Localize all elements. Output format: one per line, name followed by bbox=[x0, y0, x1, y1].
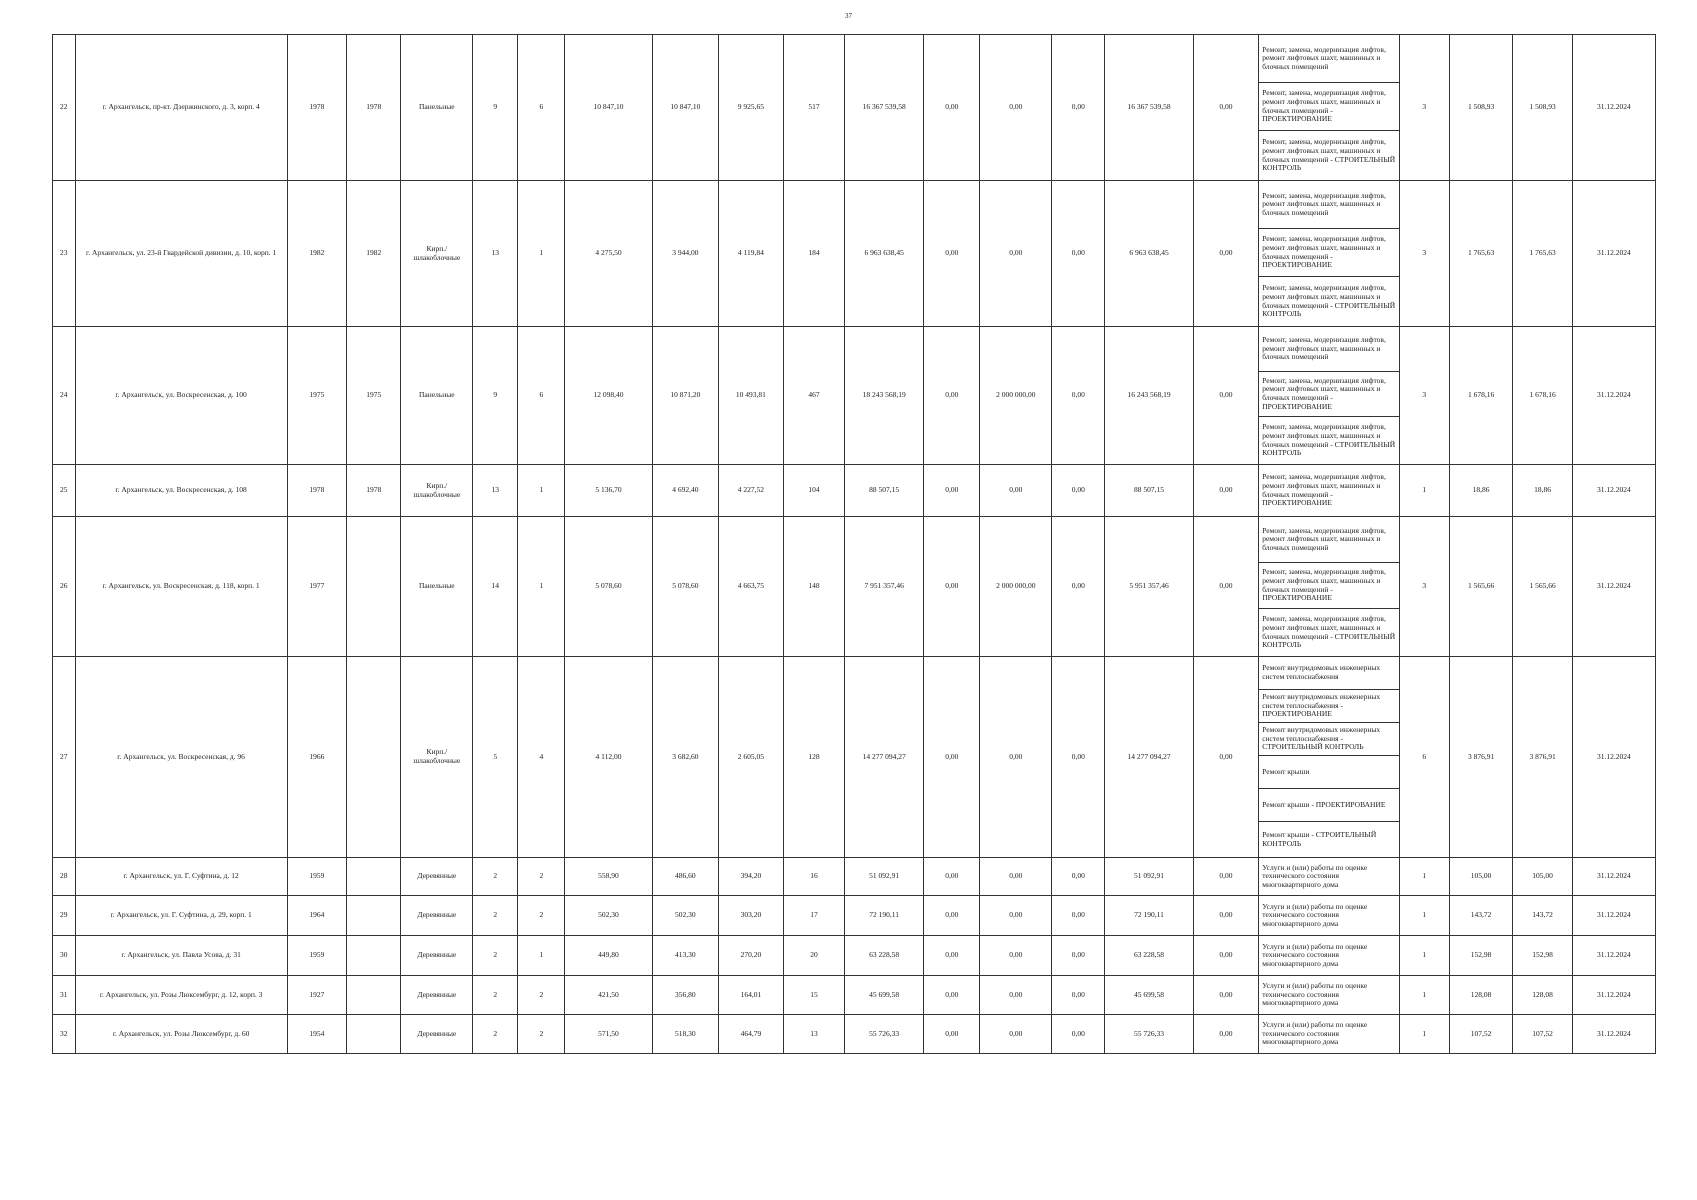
work-item: Ремонт крыши - СТРОИТЕЛЬНЫЙ КОНТРОЛЬ bbox=[1262, 829, 1377, 848]
wall-material-cell: Деревянные bbox=[401, 1015, 473, 1054]
row-number: 27 bbox=[53, 657, 76, 858]
year-commissioned-cell: 1978 bbox=[347, 35, 401, 181]
deadline-cell: 31.12.2024 bbox=[1572, 465, 1655, 517]
deadline-cell: 31.12.2024 bbox=[1572, 858, 1655, 896]
works-cell bbox=[1259, 181, 1399, 327]
work-item: Ремонт, замена, модернизация лифтов, ремонт лифтовых шахт, машинных и блочных помещений - ПРОЕКТИРОВАНИЕ bbox=[1259, 563, 1398, 609]
works-cell bbox=[1259, 35, 1399, 181]
fund-other-cell: 0,00 bbox=[1193, 858, 1259, 896]
year-built-cell: 1975 bbox=[287, 327, 346, 465]
table-row bbox=[53, 896, 1656, 936]
floors-cell: 13 bbox=[473, 465, 518, 517]
residents-cell: 184 bbox=[783, 181, 844, 327]
fund-other-cell: 0,00 bbox=[1193, 35, 1259, 181]
total-area-cell: 502,30 bbox=[565, 896, 652, 936]
residents-cell: 20 bbox=[783, 936, 844, 976]
deadline-cell: 31.12.2024 bbox=[1572, 327, 1655, 465]
year-commissioned-cell: 1982 bbox=[347, 181, 401, 327]
residential-area-cell: 303,20 bbox=[719, 896, 784, 936]
works-count-cell: 3 bbox=[1399, 327, 1449, 465]
address-cell: г. Архангельск, ул. Воскресенская, д. 108 bbox=[75, 465, 287, 517]
total-area-cell: 5 078,60 bbox=[565, 517, 652, 657]
work-item: Ремонт крыши bbox=[1259, 756, 1398, 789]
fund-federal-cell: 0,00 bbox=[924, 657, 980, 858]
wall-material-cell: Панельные bbox=[401, 517, 473, 657]
year-commissioned-cell bbox=[347, 858, 401, 896]
entrances-cell: 6 bbox=[518, 35, 565, 181]
work-item: Ремонт, замена, модернизация лифтов, ремонт лифтовых шахт, машинных и блочных помещений - СТРОИТЕЛЬНЫЙ КОНТРОЛЬ bbox=[1262, 422, 1396, 458]
floors-cell: 13 bbox=[473, 181, 518, 327]
cost-total-cell: 88 507,15 bbox=[845, 465, 924, 517]
year-built-cell: 1982 bbox=[287, 181, 346, 327]
fund-owners-cell: 51 092,91 bbox=[1105, 858, 1193, 896]
unit-cost-cell: 1 678,16 bbox=[1449, 327, 1513, 465]
work-item: Ремонт, замена, модернизация лифтов, ремонт лифтовых шахт, машинных и блочных помещений bbox=[1259, 327, 1398, 372]
year-built-cell: 1964 bbox=[287, 896, 346, 936]
deadline-cell: 31.12.2024 bbox=[1572, 181, 1655, 327]
address-cell: г. Архангельск, ул. Воскресенская, д. 100 bbox=[75, 327, 287, 465]
row-number: 25 bbox=[53, 465, 76, 517]
year-built-cell: 1959 bbox=[287, 858, 346, 896]
page-number: 37 bbox=[845, 12, 852, 20]
year-built-cell: 1959 bbox=[287, 936, 346, 976]
fund-region-cell: 0,00 bbox=[980, 181, 1052, 327]
year-commissioned-cell bbox=[347, 976, 401, 1015]
fund-local-cell: 0,00 bbox=[1052, 517, 1105, 657]
work-item: Ремонт, замена, модернизация лифтов, ремонт лифтовых шахт, машинных и блочных помещений bbox=[1259, 517, 1398, 563]
row-number: 22 bbox=[53, 35, 76, 181]
fund-owners-cell: 5 951 357,46 bbox=[1105, 517, 1193, 657]
entrances-cell: 2 bbox=[518, 858, 565, 896]
fund-region-cell: 0,00 bbox=[980, 35, 1052, 181]
table-row bbox=[53, 936, 1656, 976]
address-cell: г. Архангельск, пр-кт. Дзержинского, д. 3, корп. 4 bbox=[75, 35, 287, 181]
unit-cost-max-cell: 18,86 bbox=[1513, 465, 1572, 517]
deadline-cell: 31.12.2024 bbox=[1572, 517, 1655, 657]
work-item: Услуги и (или) работы по оценке технического состояния многоквартирного дома bbox=[1262, 1020, 1368, 1047]
work-item: Услуги и (или) работы по оценке технического состояния многоквартирного дома bbox=[1262, 941, 1368, 968]
unit-cost-cell: 152,98 bbox=[1449, 936, 1513, 976]
works-cell bbox=[1259, 896, 1399, 936]
deadline-cell: 31.12.2024 bbox=[1572, 936, 1655, 976]
wall-material-cell: Кирп./ шлакоблочные bbox=[401, 181, 473, 327]
table-row bbox=[53, 1015, 1656, 1054]
wall-material-cell: Деревянные bbox=[401, 896, 473, 936]
work-item: Ремонт, замена, модернизация лифтов, ремонт лифтовых шахт, машинных и блочных помещений - СТРОИТЕЛЬНЫЙ КОНТРОЛЬ bbox=[1262, 614, 1396, 650]
capital-repair-table bbox=[52, 34, 1656, 1054]
row-number: 30 bbox=[53, 936, 76, 976]
work-item: Ремонт, замена, модернизация лифтов, ремонт лифтовых шахт, машинных и блочных помещений - ПРОЕКТИРОВАНИЕ bbox=[1259, 83, 1398, 131]
residential-area-cell: 4 119,84 bbox=[719, 181, 784, 327]
fund-region-cell: 0,00 bbox=[980, 858, 1052, 896]
fund-region-cell: 2 000 000,00 bbox=[980, 327, 1052, 465]
fund-federal-cell: 0,00 bbox=[924, 1015, 980, 1054]
fund-local-cell: 0,00 bbox=[1052, 657, 1105, 858]
fund-local-cell: 0,00 bbox=[1052, 858, 1105, 896]
entrances-cell: 6 bbox=[518, 327, 565, 465]
fund-region-cell: 0,00 bbox=[980, 1015, 1052, 1054]
deadline-cell: 31.12.2024 bbox=[1572, 976, 1655, 1015]
year-commissioned-cell bbox=[347, 936, 401, 976]
works-cell bbox=[1259, 976, 1399, 1015]
entrances-cell: 2 bbox=[518, 896, 565, 936]
residents-cell: 148 bbox=[783, 517, 844, 657]
premises-area-cell: 356,80 bbox=[652, 976, 719, 1015]
fund-local-cell: 0,00 bbox=[1052, 181, 1105, 327]
address-cell: г. Архангельск, ул. Г. Суфтина, д. 29, корп. 1 bbox=[75, 896, 287, 936]
works-count-cell: 3 bbox=[1399, 181, 1449, 327]
works-cell bbox=[1259, 657, 1399, 858]
fund-federal-cell: 0,00 bbox=[924, 858, 980, 896]
fund-owners-cell: 55 726,33 bbox=[1105, 1015, 1193, 1054]
works-count-cell: 1 bbox=[1399, 896, 1449, 936]
fund-other-cell: 0,00 bbox=[1193, 465, 1259, 517]
entrances-cell: 1 bbox=[518, 517, 565, 657]
fund-other-cell: 0,00 bbox=[1193, 1015, 1259, 1054]
unit-cost-cell: 18,86 bbox=[1449, 465, 1513, 517]
row-number: 28 bbox=[53, 858, 76, 896]
address-cell: г. Архангельск, ул. Воскресенская, д. 118, корп. 1 bbox=[75, 517, 287, 657]
row-number: 29 bbox=[53, 896, 76, 936]
year-commissioned-cell: 1978 bbox=[347, 465, 401, 517]
premises-area-cell: 4 692,40 bbox=[652, 465, 719, 517]
fund-other-cell: 0,00 bbox=[1193, 181, 1259, 327]
unit-cost-cell: 1 508,93 bbox=[1449, 35, 1513, 181]
cost-total-cell: 55 726,33 bbox=[845, 1015, 924, 1054]
table-row bbox=[53, 517, 1656, 657]
total-area-cell: 558,90 bbox=[565, 858, 652, 896]
work-item: Услуги и (или) работы по оценке технического состояния многоквартирного дома bbox=[1262, 901, 1368, 928]
fund-region-cell: 0,00 bbox=[980, 936, 1052, 976]
year-built-cell: 1978 bbox=[287, 465, 346, 517]
unit-cost-max-cell: 128,08 bbox=[1513, 976, 1572, 1015]
premises-area-cell: 5 078,60 bbox=[652, 517, 719, 657]
residential-area-cell: 394,20 bbox=[719, 858, 784, 896]
premises-area-cell: 3 944,00 bbox=[652, 181, 719, 327]
table-row bbox=[53, 858, 1656, 896]
fund-federal-cell: 0,00 bbox=[924, 896, 980, 936]
works-cell bbox=[1259, 936, 1399, 976]
works-cell bbox=[1259, 465, 1399, 517]
year-built-cell: 1954 bbox=[287, 1015, 346, 1054]
address-cell: г. Архангельск, ул. Розы Люксембург, д. 60 bbox=[75, 1015, 287, 1054]
fund-local-cell: 0,00 bbox=[1052, 1015, 1105, 1054]
row-number: 31 bbox=[53, 976, 76, 1015]
floors-cell: 2 bbox=[473, 936, 518, 976]
total-area-cell: 449,80 bbox=[565, 936, 652, 976]
fund-owners-cell: 16 367 539,58 bbox=[1105, 35, 1193, 181]
year-commissioned-cell bbox=[347, 517, 401, 657]
cost-total-cell: 18 243 568,19 bbox=[845, 327, 924, 465]
unit-cost-cell: 1 565,66 bbox=[1449, 517, 1513, 657]
address-cell: г. Архангельск, ул. Воскресенская, д. 96 bbox=[75, 657, 287, 858]
unit-cost-max-cell: 105,00 bbox=[1513, 858, 1572, 896]
work-item: Ремонт, замена, модернизация лифтов, ремонт лифтовых шахт, машинных и блочных помещений - СТРОИТЕЛЬНЫЙ КОНТРОЛЬ bbox=[1262, 137, 1396, 173]
fund-region-cell: 0,00 bbox=[980, 465, 1052, 517]
residential-area-cell: 9 925,65 bbox=[719, 35, 784, 181]
row-number: 26 bbox=[53, 517, 76, 657]
floors-cell: 2 bbox=[473, 1015, 518, 1054]
work-item: Ремонт внутридомовых инженерных систем теплоснабжения bbox=[1259, 657, 1398, 690]
works-count-cell: 1 bbox=[1399, 465, 1449, 517]
floors-cell: 2 bbox=[473, 858, 518, 896]
year-built-cell: 1966 bbox=[287, 657, 346, 858]
total-area-cell: 571,50 bbox=[565, 1015, 652, 1054]
fund-owners-cell: 72 190,11 bbox=[1105, 896, 1193, 936]
residents-cell: 17 bbox=[783, 896, 844, 936]
fund-federal-cell: 0,00 bbox=[924, 35, 980, 181]
works-cell bbox=[1259, 1015, 1399, 1054]
deadline-cell: 31.12.2024 bbox=[1572, 1015, 1655, 1054]
fund-owners-cell: 45 699,58 bbox=[1105, 976, 1193, 1015]
entrances-cell: 2 bbox=[518, 1015, 565, 1054]
premises-area-cell: 10 847,10 bbox=[652, 35, 719, 181]
unit-cost-cell: 1 765,63 bbox=[1449, 181, 1513, 327]
year-built-cell: 1978 bbox=[287, 35, 346, 181]
total-area-cell: 421,50 bbox=[565, 976, 652, 1015]
wall-material-cell: Деревянные bbox=[401, 976, 473, 1015]
works-cell bbox=[1259, 858, 1399, 896]
fund-federal-cell: 0,00 bbox=[924, 976, 980, 1015]
entrances-cell: 1 bbox=[518, 181, 565, 327]
cost-total-cell: 16 367 539,58 bbox=[845, 35, 924, 181]
premises-area-cell: 10 871,20 bbox=[652, 327, 719, 465]
total-area-cell: 5 136,70 bbox=[565, 465, 652, 517]
work-item: Ремонт, замена, модернизация лифтов, ремонт лифтовых шахт, машинных и блочных помещений bbox=[1259, 181, 1398, 229]
fund-owners-cell: 88 507,15 bbox=[1105, 465, 1193, 517]
fund-federal-cell: 0,00 bbox=[924, 181, 980, 327]
works-cell bbox=[1259, 517, 1399, 657]
unit-cost-cell: 105,00 bbox=[1449, 858, 1513, 896]
entrances-cell: 1 bbox=[518, 936, 565, 976]
fund-local-cell: 0,00 bbox=[1052, 936, 1105, 976]
residents-cell: 104 bbox=[783, 465, 844, 517]
residential-area-cell: 270,20 bbox=[719, 936, 784, 976]
total-area-cell: 10 847,10 bbox=[565, 35, 652, 181]
works-count-cell: 1 bbox=[1399, 858, 1449, 896]
unit-cost-max-cell: 3 876,91 bbox=[1513, 657, 1572, 858]
table-row bbox=[53, 35, 1656, 181]
total-area-cell: 12 098,40 bbox=[565, 327, 652, 465]
residential-area-cell: 4 227,52 bbox=[719, 465, 784, 517]
deadline-cell: 31.12.2024 bbox=[1572, 657, 1655, 858]
wall-material-cell: Деревянные bbox=[401, 858, 473, 896]
work-item: Ремонт, замена, модернизация лифтов, ремонт лифтовых шахт, машинных и блочных помещений - ПРОЕКТИРОВАНИЕ bbox=[1262, 472, 1386, 508]
total-area-cell: 4 112,00 bbox=[565, 657, 652, 858]
premises-area-cell: 518,30 bbox=[652, 1015, 719, 1054]
cost-total-cell: 45 699,58 bbox=[845, 976, 924, 1015]
residential-area-cell: 4 663,75 bbox=[719, 517, 784, 657]
year-commissioned-cell: 1975 bbox=[347, 327, 401, 465]
work-item: Ремонт, замена, модернизация лифтов, ремонт лифтовых шахт, машинных и блочных помещений bbox=[1259, 35, 1398, 83]
deadline-cell: 31.12.2024 bbox=[1572, 896, 1655, 936]
work-item: Ремонт внутридомовых инженерных систем теплоснабжения - СТРОИТЕЛЬНЫЙ КОНТРОЛЬ bbox=[1259, 723, 1398, 756]
work-item: Ремонт внутридомовых инженерных систем теплоснабжения - ПРОЕКТИРОВАНИЕ bbox=[1259, 690, 1398, 723]
works-count-cell: 1 bbox=[1399, 976, 1449, 1015]
fund-owners-cell: 16 243 568,19 bbox=[1105, 327, 1193, 465]
row-number: 24 bbox=[53, 327, 76, 465]
fund-federal-cell: 0,00 bbox=[924, 936, 980, 976]
fund-other-cell: 0,00 bbox=[1193, 657, 1259, 858]
fund-local-cell: 0,00 bbox=[1052, 976, 1105, 1015]
floors-cell: 5 bbox=[473, 657, 518, 858]
floors-cell: 9 bbox=[473, 327, 518, 465]
residents-cell: 16 bbox=[783, 858, 844, 896]
work-item: Ремонт, замена, модернизация лифтов, ремонт лифтовых шахт, машинных и блочных помещений - ПРОЕКТИРОВАНИЕ bbox=[1259, 229, 1398, 277]
unit-cost-max-cell: 1 765,63 bbox=[1513, 181, 1572, 327]
unit-cost-cell: 107,52 bbox=[1449, 1015, 1513, 1054]
fund-local-cell: 0,00 bbox=[1052, 465, 1105, 517]
year-commissioned-cell bbox=[347, 657, 401, 858]
fund-local-cell: 0,00 bbox=[1052, 896, 1105, 936]
row-number: 32 bbox=[53, 1015, 76, 1054]
work-item: Ремонт, замена, модернизация лифтов, ремонт лифтовых шахт, машинных и блочных помещений - СТРОИТЕЛЬНЫЙ КОНТРОЛЬ bbox=[1262, 283, 1396, 319]
entrances-cell: 4 bbox=[518, 657, 565, 858]
table-row bbox=[53, 465, 1656, 517]
fund-region-cell: 2 000 000,00 bbox=[980, 517, 1052, 657]
works-count-cell: 1 bbox=[1399, 1015, 1449, 1054]
premises-area-cell: 3 682,60 bbox=[652, 657, 719, 858]
residential-area-cell: 164,01 bbox=[719, 976, 784, 1015]
total-area-cell: 4 275,50 bbox=[565, 181, 652, 327]
address-cell: г. Архангельск, ул. Г. Суфтина, д. 12 bbox=[75, 858, 287, 896]
fund-other-cell: 0,00 bbox=[1193, 976, 1259, 1015]
works-count-cell: 6 bbox=[1399, 657, 1449, 858]
cost-total-cell: 72 190,11 bbox=[845, 896, 924, 936]
row-number: 23 bbox=[53, 181, 76, 327]
premises-area-cell: 413,30 bbox=[652, 936, 719, 976]
work-item: Услуги и (или) работы по оценке технического состояния многоквартирного дома bbox=[1262, 981, 1368, 1008]
address-cell: г. Архангельск, ул. Павла Усова, д. 31 bbox=[75, 936, 287, 976]
wall-material-cell: Деревянные bbox=[401, 936, 473, 976]
fund-region-cell: 0,00 bbox=[980, 657, 1052, 858]
cost-total-cell: 51 092,91 bbox=[845, 858, 924, 896]
unit-cost-max-cell: 107,52 bbox=[1513, 1015, 1572, 1054]
fund-other-cell: 0,00 bbox=[1193, 327, 1259, 465]
year-commissioned-cell bbox=[347, 896, 401, 936]
year-commissioned-cell bbox=[347, 1015, 401, 1054]
address-cell: г. Архангельск, ул. Розы Люксембург, д. 12, корп. 3 bbox=[75, 976, 287, 1015]
fund-owners-cell: 14 277 094,27 bbox=[1105, 657, 1193, 858]
year-built-cell: 1977 bbox=[287, 517, 346, 657]
wall-material-cell: Панельные bbox=[401, 327, 473, 465]
table-row bbox=[53, 181, 1656, 327]
cost-total-cell: 63 228,58 bbox=[845, 936, 924, 976]
unit-cost-max-cell: 1 678,16 bbox=[1513, 327, 1572, 465]
cost-total-cell: 7 951 357,46 bbox=[845, 517, 924, 657]
fund-region-cell: 0,00 bbox=[980, 896, 1052, 936]
cost-total-cell: 6 963 638,45 bbox=[845, 181, 924, 327]
works-cell bbox=[1259, 327, 1399, 465]
fund-local-cell: 0,00 bbox=[1052, 327, 1105, 465]
fund-federal-cell: 0,00 bbox=[924, 465, 980, 517]
fund-other-cell: 0,00 bbox=[1193, 517, 1259, 657]
floors-cell: 9 bbox=[473, 35, 518, 181]
works-count-cell: 3 bbox=[1399, 35, 1449, 181]
residents-cell: 15 bbox=[783, 976, 844, 1015]
entrances-cell: 1 bbox=[518, 465, 565, 517]
premises-area-cell: 502,30 bbox=[652, 896, 719, 936]
residential-area-cell: 2 605,05 bbox=[719, 657, 784, 858]
floors-cell: 14 bbox=[473, 517, 518, 657]
unit-cost-max-cell: 1 508,93 bbox=[1513, 35, 1572, 181]
works-count-cell: 1 bbox=[1399, 936, 1449, 976]
fund-region-cell: 0,00 bbox=[980, 976, 1052, 1015]
unit-cost-max-cell: 143,72 bbox=[1513, 896, 1572, 936]
work-item: Ремонт, замена, модернизация лифтов, ремонт лифтовых шахт, машинных и блочных помещений - ПРОЕКТИРОВАНИЕ bbox=[1259, 372, 1398, 417]
year-built-cell: 1927 bbox=[287, 976, 346, 1015]
fund-owners-cell: 6 963 638,45 bbox=[1105, 181, 1193, 327]
fund-other-cell: 0,00 bbox=[1193, 936, 1259, 976]
residents-cell: 13 bbox=[783, 1015, 844, 1054]
wall-material-cell: Кирп./ шлакоблочные bbox=[401, 657, 473, 858]
floors-cell: 2 bbox=[473, 976, 518, 1015]
table-row bbox=[53, 327, 1656, 465]
work-item: Ремонт крыши - ПРОЕКТИРОВАНИЕ bbox=[1259, 789, 1398, 822]
unit-cost-max-cell: 1 565,66 bbox=[1513, 517, 1572, 657]
table-row bbox=[53, 657, 1656, 858]
residents-cell: 517 bbox=[783, 35, 844, 181]
cost-total-cell: 14 277 094,27 bbox=[845, 657, 924, 858]
work-item: Услуги и (или) работы по оценке технического состояния многоквартирного дома bbox=[1262, 862, 1368, 889]
fund-local-cell: 0,00 bbox=[1052, 35, 1105, 181]
works-count-cell: 3 bbox=[1399, 517, 1449, 657]
address-cell: г. Архангельск, ул. 23-й Гвардейской дивизии, д. 10, корп. 1 bbox=[75, 181, 287, 327]
fund-owners-cell: 63 228,58 bbox=[1105, 936, 1193, 976]
residential-area-cell: 464,79 bbox=[719, 1015, 784, 1054]
floors-cell: 2 bbox=[473, 896, 518, 936]
residents-cell: 467 bbox=[783, 327, 844, 465]
table-row bbox=[53, 976, 1656, 1015]
deadline-cell: 31.12.2024 bbox=[1572, 35, 1655, 181]
unit-cost-max-cell: 152,98 bbox=[1513, 936, 1572, 976]
residents-cell: 128 bbox=[783, 657, 844, 858]
premises-area-cell: 486,60 bbox=[652, 858, 719, 896]
fund-other-cell: 0,00 bbox=[1193, 896, 1259, 936]
fund-federal-cell: 0,00 bbox=[924, 517, 980, 657]
entrances-cell: 2 bbox=[518, 976, 565, 1015]
unit-cost-cell: 3 876,91 bbox=[1449, 657, 1513, 858]
unit-cost-cell: 128,08 bbox=[1449, 976, 1513, 1015]
residential-area-cell: 10 493,81 bbox=[719, 327, 784, 465]
wall-material-cell: Панельные bbox=[401, 35, 473, 181]
unit-cost-cell: 143,72 bbox=[1449, 896, 1513, 936]
fund-federal-cell: 0,00 bbox=[924, 327, 980, 465]
wall-material-cell: Кирп./ шлакоблочные bbox=[401, 465, 473, 517]
